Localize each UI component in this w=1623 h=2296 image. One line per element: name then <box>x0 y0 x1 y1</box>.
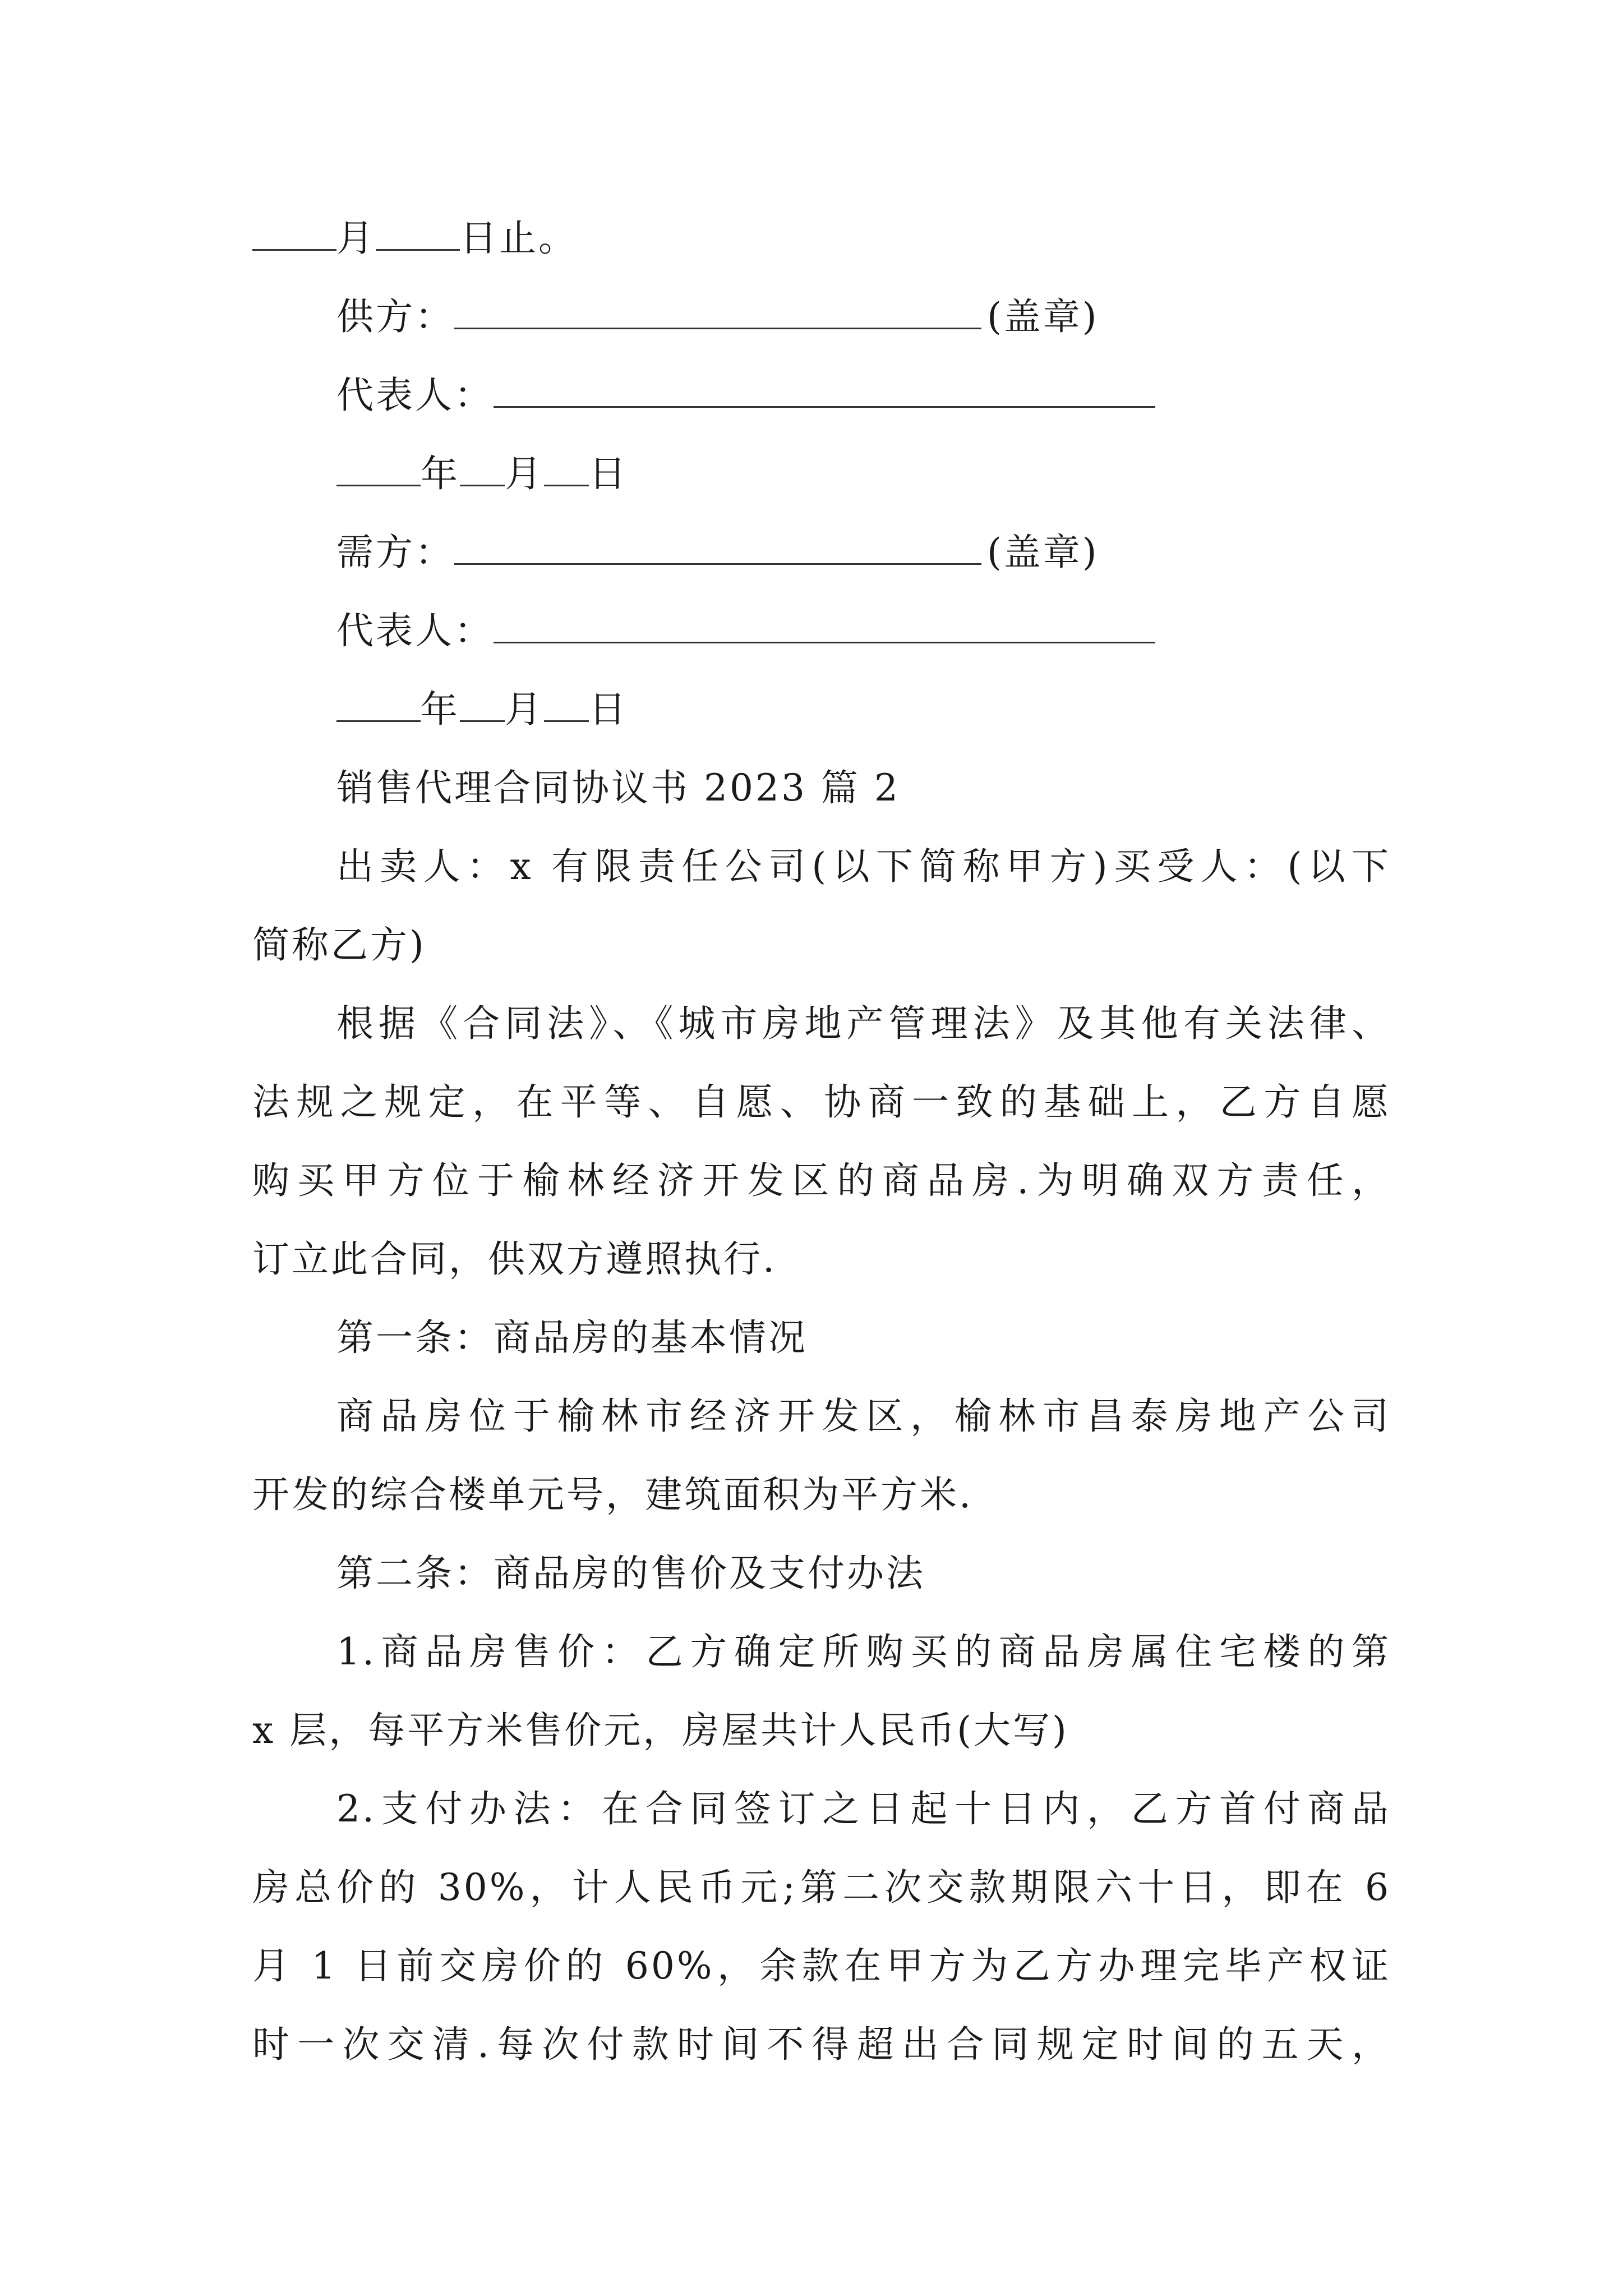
paragraph-line: 房总价的 30%，计人民币元;第二次交款期限六十日，即在 6 <box>252 1866 1391 1909</box>
section-title: 销售代理合同协议书 2023 篇 2 <box>336 766 900 809</box>
paragraph-line: 月 1 日前交房价的 60%，余款在甲方为乙方办理完毕产权证 <box>252 1944 1391 1987</box>
day-blank <box>376 218 460 251</box>
paragraph-line: 开发的综合楼单元号，建筑面积为平方米. <box>252 1473 973 1516</box>
article-heading: 第二条：商品房的售价及支付办法 <box>336 1552 925 1595</box>
month-blank <box>252 218 336 251</box>
day-end-label: 日止。 <box>460 217 578 260</box>
demander-day-blank <box>544 689 589 722</box>
demander-day: 日 <box>589 688 628 731</box>
supplier-year-blank <box>336 453 421 486</box>
paragraph-line: 2.支付办法：在合同签订之日起十日内，乙方首付商品 <box>336 1787 1391 1830</box>
month-label: 月 <box>336 217 376 260</box>
demander-year: 年 <box>421 688 460 731</box>
paragraph-line: 根据《合同法》、《城市房地产管理法》及其他有关法律、 <box>336 1002 1391 1045</box>
paragraph-line: 简称乙方) <box>252 923 426 967</box>
demander-month-blank <box>460 689 505 722</box>
supplier-rep-blank <box>494 375 1155 408</box>
supplier-day-blank <box>544 453 589 486</box>
supplier-day: 日 <box>589 452 628 495</box>
supplier-year: 年 <box>421 452 460 495</box>
supplier-rep-line <box>336 373 1391 418</box>
paragraph-line: 1.商品房售价：乙方确定所购买的商品房属住宅楼的第 <box>336 1630 1391 1673</box>
demander-label: 需方： <box>336 531 454 574</box>
paragraph-line: 商品房位于榆林市经济开发区，榆林市昌泰房地产公司 <box>336 1395 1391 1438</box>
supplier-date-line <box>336 452 1391 496</box>
demander-month: 月 <box>505 688 544 731</box>
paragraph-line: 订立此合同，供双方遵照执行. <box>252 1237 777 1281</box>
supplier-month: 月 <box>505 452 544 495</box>
supplier-rep-label: 代表人： <box>336 374 494 417</box>
demander-seal: (盖章) <box>987 531 1099 574</box>
supplier-line <box>336 295 1391 339</box>
demander-date-line <box>336 687 1391 732</box>
paragraph-line: 出卖人：x 有限责任公司(以下简称甲方)买受人：(以下 <box>336 845 1391 888</box>
supplier-month-blank <box>460 453 505 486</box>
demander-line <box>336 530 1391 575</box>
demander-year-blank <box>336 689 421 722</box>
demander-rep-line <box>336 609 1391 654</box>
supplier-blank <box>454 296 981 329</box>
paragraph-line: 购买甲方位于榆林经济开发区的商品房.为明确双方责任， <box>252 1159 1391 1202</box>
supplier-seal: (盖章) <box>987 295 1099 338</box>
paragraph-line: 时一次交清.每次付款时间不得超出合同规定时间的五天， <box>252 2023 1391 2066</box>
article-heading: 第一条：商品房的基本情况 <box>336 1316 808 1359</box>
demander-rep-blank <box>494 610 1155 643</box>
demander-blank <box>454 532 981 565</box>
date-continuation-line <box>252 216 1391 261</box>
paragraph-line: 法规之规定，在平等、自愿、协商一致的基础上，乙方自愿 <box>252 1080 1391 1124</box>
supplier-label: 供方： <box>336 295 454 338</box>
demander-rep-label: 代表人： <box>336 609 494 652</box>
paragraph-line: x 层，每平方米售价元，房屋共计人民币(大写) <box>252 1709 1069 1752</box>
